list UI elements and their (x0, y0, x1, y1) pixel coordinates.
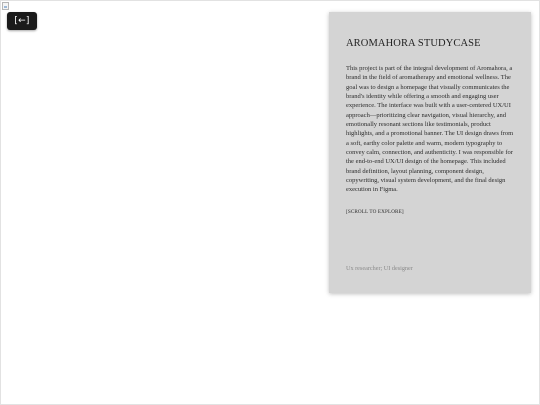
broken-image-icon (2, 2, 9, 10)
back-button-label: [←] (14, 16, 30, 26)
case-study-description: This project is part of the integral development of Aromahora, a brand in the field of aromatherapy and emotional wellness. The goal was to design a homepage that visually communicates the brand's identity while offering a smooth and engaging user experience. The interface was built with a user-centered UX/UI approach—prioritizing clear navigation, visual hierarchy, and emotionally resonant sections like testimonials, product highlights, and a promotional banner. The UI design draws from a soft, earthy color palette and warm, modern typography to convey calm, connection, and authenticity. I was responsible for the end-to-end UX/UI design of the homepage. This included brand definition, layout planning, component design, copywriting, visual system development, and the final design execution in Figma. (346, 65, 514, 194)
back-button[interactable] (7, 12, 37, 30)
case-study-title: AROMAHORA STUDYCASE (346, 38, 481, 49)
scroll-to-explore-link[interactable]: [SCROLL TO EXPLORE] (346, 209, 404, 215)
case-study-card (329, 12, 531, 293)
role-text: Ux researcher; UI designer (346, 265, 413, 272)
